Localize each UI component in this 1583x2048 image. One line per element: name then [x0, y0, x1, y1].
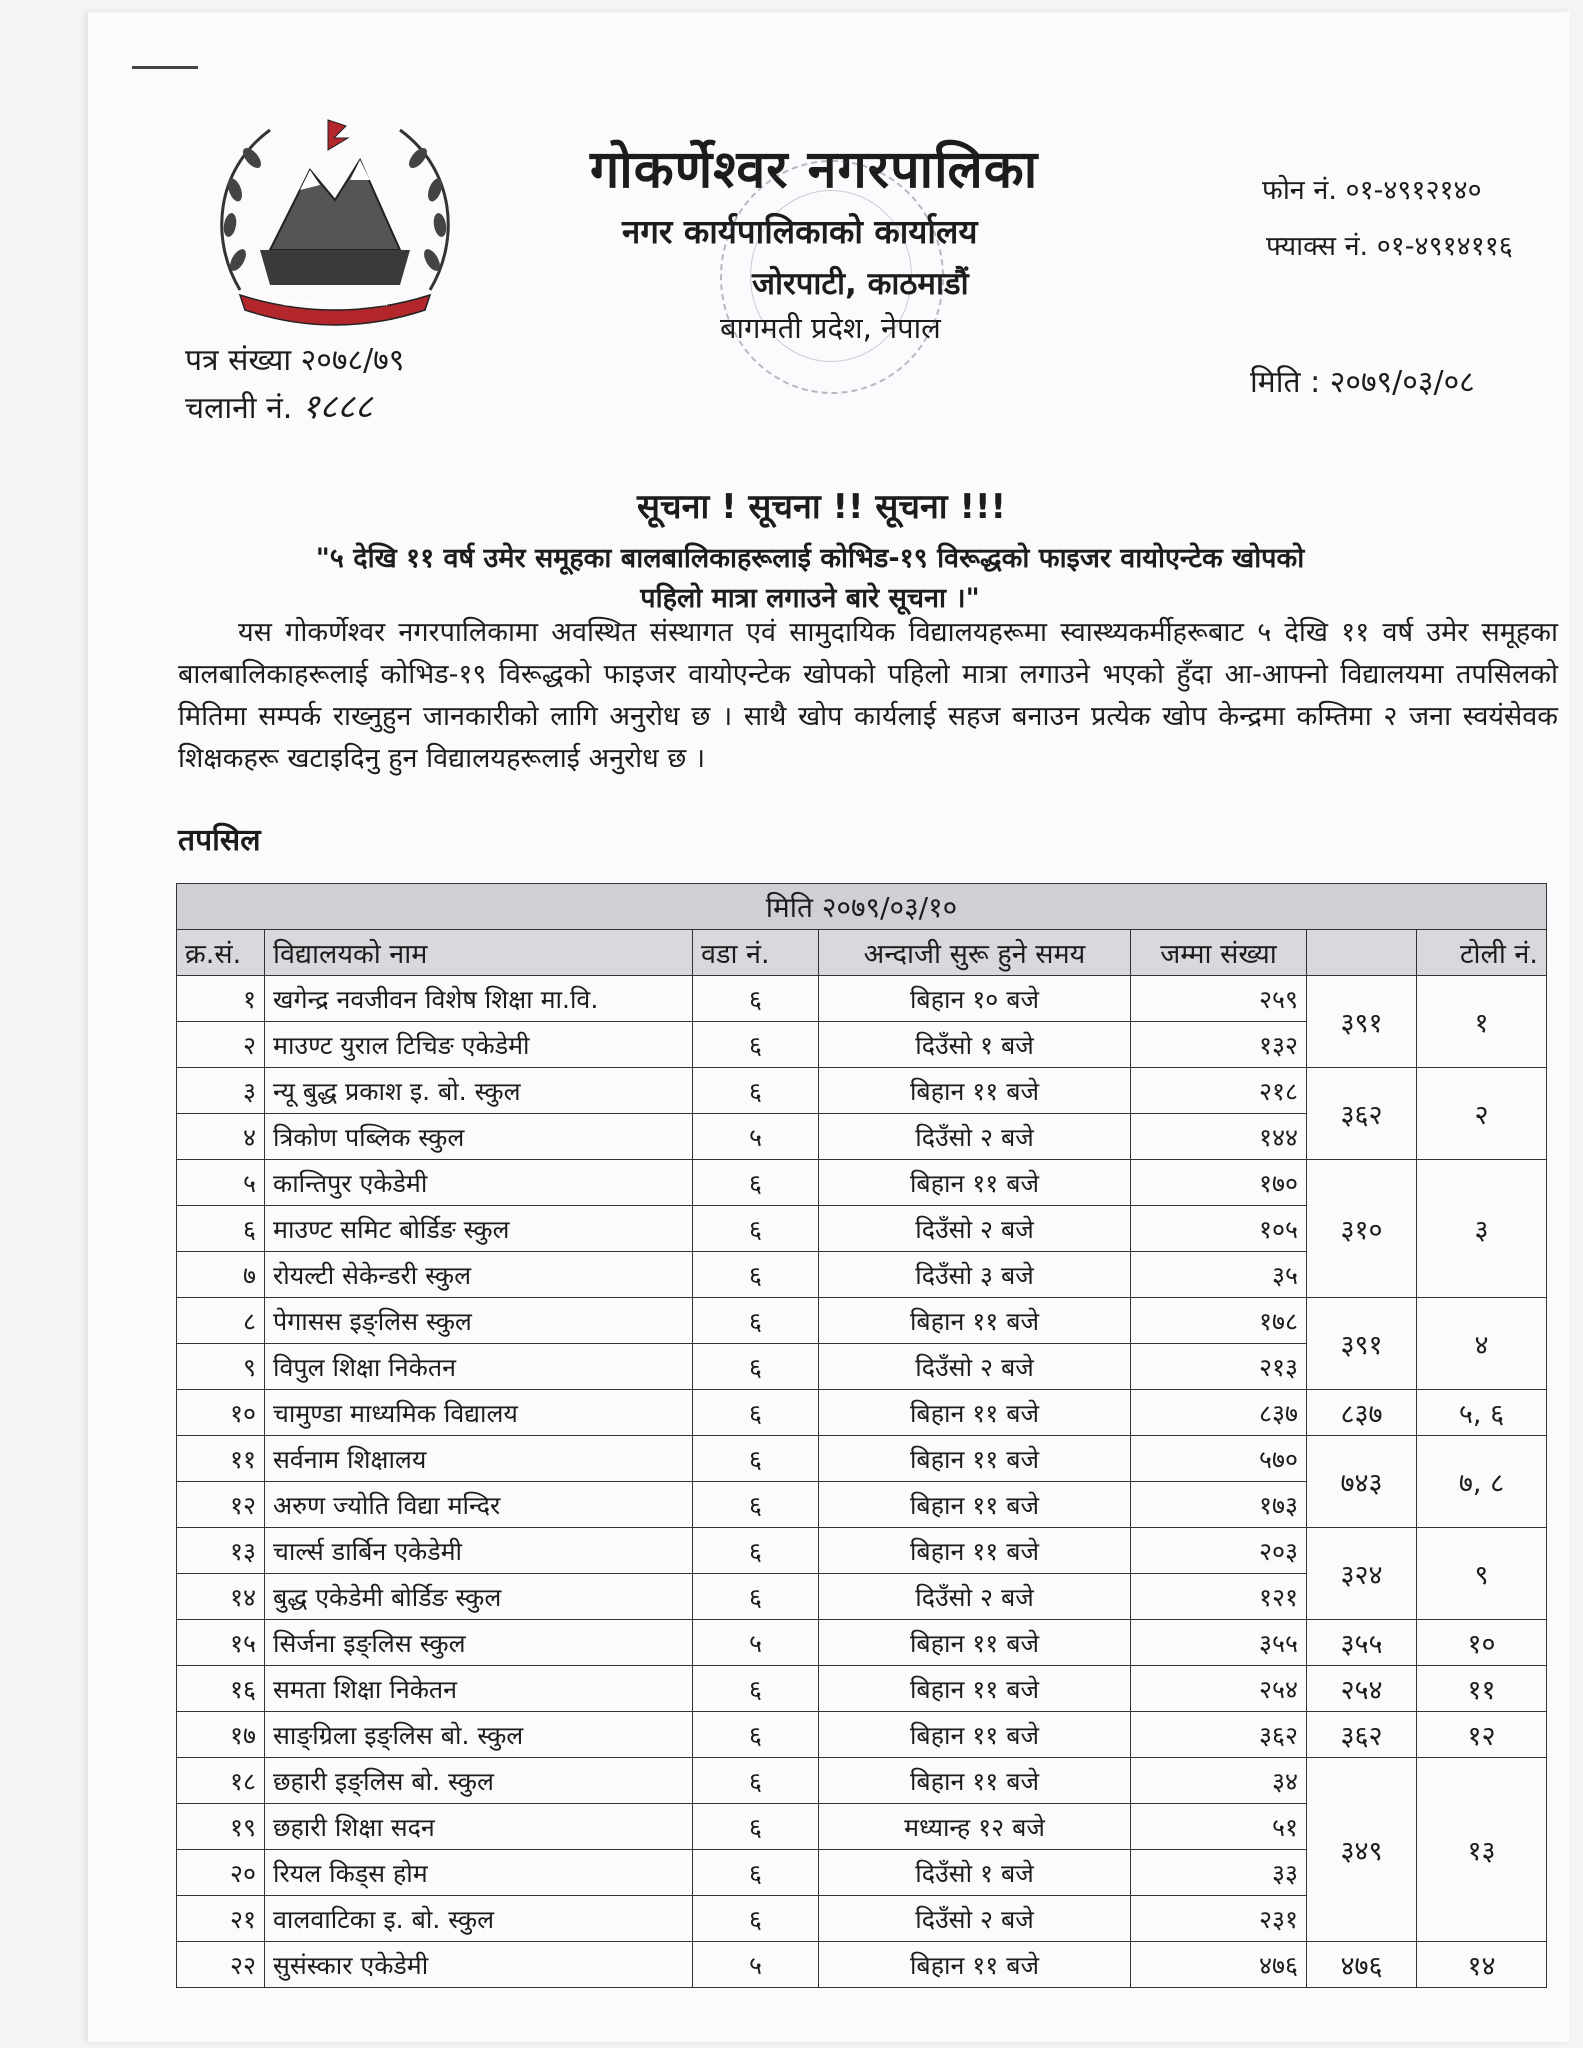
notice-body: यस गोकर्णेश्वर नगरपालिकामा अवस्थित संस्थागत एवं सामुदायिक विद्यालयहरूमा स्वास्थ्यकर्मीहरूबाट ५ देखि ११ वर्ष उमेर समूहका बालबालिकाहरूलाई कोभिड-१९ विरूद्धको फाइजर वायोएन्टेक खोपको पहिलो मात्रा लगाउने भएको हुँदा आ-आफ्नो विद्यालयमा तपसिलको मितिमा सम्पर्क राख्नुहुन जानकारीको लागि अनुरोध छ । साथै खोप कार्यलाई सहज बनाउन प्रत्येक खोप केन्द्रमा कम्तिमा २ जना स्वयंसेवक शिक्षकहरू खटाइदिनु हुन विद्यालयहरूलाई अनुरोध छ ।: [178, 617, 1558, 774]
start-time-cell: दिउँसो २ बजे: [819, 1896, 1131, 1942]
total-cell: ३३: [1131, 1850, 1307, 1896]
serial-cell: २२: [177, 1942, 265, 1988]
group-total-cell: ७४३: [1307, 1436, 1417, 1528]
serial-cell: १६: [177, 1666, 265, 1712]
school-name-cell: रोयल्टी सेकेन्डरी स्कुल: [265, 1252, 693, 1298]
group-total-cell: ३४९: [1307, 1758, 1417, 1942]
group-total-cell: ३९१: [1307, 1298, 1417, 1390]
serial-cell: १: [177, 976, 265, 1022]
ward-cell: ६: [693, 1804, 819, 1850]
team-number-cell: १३: [1417, 1758, 1547, 1942]
team-number-cell: १४: [1417, 1942, 1547, 1988]
table-row: [177, 1528, 1547, 1574]
ward-cell: ६: [693, 1574, 819, 1620]
start-time-cell: बिहान ११ बजे: [819, 1068, 1131, 1114]
header-ward: वडा नं.: [693, 930, 819, 976]
school-name-cell: सर्वनाम शिक्षालय: [265, 1436, 693, 1482]
notice-title: सूचना ! सूचना !! सूचना !!!: [637, 487, 1006, 527]
serial-cell: १५: [177, 1620, 265, 1666]
total-cell: २१३: [1131, 1344, 1307, 1390]
total-cell: ८३७: [1131, 1390, 1307, 1436]
serial-cell: ६: [177, 1206, 265, 1252]
ward-cell: ६: [693, 1712, 819, 1758]
ward-cell: ६: [693, 1850, 819, 1896]
total-cell: ३५५: [1131, 1620, 1307, 1666]
office-location: जोरपाटी, काठमाडौं: [752, 266, 969, 302]
school-name-cell: विपुल शिक्षा निकेतन: [265, 1344, 693, 1390]
official-stamp-inner: [750, 190, 912, 362]
table-row: [177, 1942, 1547, 1988]
group-total-cell: ३६२: [1307, 1712, 1417, 1758]
start-time-cell: बिहान ११ बजे: [819, 1160, 1131, 1206]
school-name-cell: पेगासस इङ्लिस स्कुल: [265, 1298, 693, 1344]
province: बागमती प्रदेश, नेपाल: [720, 311, 941, 345]
start-time-cell: दिउँसो २ बजे: [819, 1206, 1131, 1252]
school-name-cell: छहारी इङ्लिस बो. स्कुल: [265, 1758, 693, 1804]
school-name-cell: रियल किड्स होम: [265, 1850, 693, 1896]
start-time-cell: दिउँसो ३ बजे: [819, 1252, 1131, 1298]
dispatch-number: [185, 382, 373, 428]
start-time-cell: दिउँसो २ बजे: [819, 1114, 1131, 1160]
notice-subtitle-line1: "५ देखि ११ वर्ष उमेर समूहका बालबालिकाहरूलाई कोभिड-१९ विरूद्धको फाइजर वायोएन्टेक खोपको: [315, 543, 1305, 574]
total-cell: २५४: [1131, 1666, 1307, 1712]
total-cell: १०५: [1131, 1206, 1307, 1252]
ward-cell: ६: [693, 1666, 819, 1712]
table-row: [177, 1712, 1547, 1758]
ward-cell: ६: [693, 1022, 819, 1068]
serial-cell: १८: [177, 1758, 265, 1804]
school-name-cell: चामुण्डा माध्यमिक विद्यालय: [265, 1390, 693, 1436]
total-cell: २३१: [1131, 1896, 1307, 1942]
ward-cell: ६: [693, 1160, 819, 1206]
dispatch-number-label: चलानी नं.: [185, 391, 293, 426]
total-cell: १३२: [1131, 1022, 1307, 1068]
table-row: [177, 1666, 1547, 1712]
start-time-cell: बिहान ११ बजे: [819, 1390, 1131, 1436]
ward-cell: ६: [693, 1528, 819, 1574]
total-cell: ३४: [1131, 1758, 1307, 1804]
total-cell: ५७०: [1131, 1436, 1307, 1482]
start-time-cell: बिहान ११ बजे: [819, 1942, 1131, 1988]
total-cell: २५९: [1131, 976, 1307, 1022]
serial-cell: ७: [177, 1252, 265, 1298]
serial-cell: १४: [177, 1574, 265, 1620]
table-row: [177, 1068, 1547, 1114]
total-cell: २०३: [1131, 1528, 1307, 1574]
start-time-cell: बिहान ११ बजे: [819, 1298, 1131, 1344]
letter-date: मिति : २०७९/०३/०८: [1250, 365, 1475, 400]
phone-number: फोन नं. ०१-४९१२१४०: [1262, 175, 1482, 206]
start-time-cell: दिउँसो १ बजे: [819, 1850, 1131, 1896]
serial-cell: १९: [177, 1804, 265, 1850]
team-number-cell: २: [1417, 1068, 1547, 1160]
start-time-cell: दिउँसो १ बजे: [819, 1022, 1131, 1068]
school-name-cell: सुसंस्कार एकेडेमी: [265, 1942, 693, 1988]
ward-cell: ६: [693, 1252, 819, 1298]
start-time-cell: दिउँसो २ बजे: [819, 1344, 1131, 1390]
ward-cell: ६: [693, 1068, 819, 1114]
team-number-cell: १०: [1417, 1620, 1547, 1666]
group-total-cell: ८३७: [1307, 1390, 1417, 1436]
header-group-total: [1307, 930, 1417, 976]
start-time-cell: बिहान ११ बजे: [819, 1620, 1131, 1666]
group-total-cell: ३६२: [1307, 1068, 1417, 1160]
notice-subtitle-line2: पहिलो मात्रा लगाउने बारे सूचना ।": [640, 583, 980, 614]
team-number-cell: ७, ८: [1417, 1436, 1547, 1528]
office-name: नगर कार्यपालिकाको कार्यालय: [622, 212, 978, 251]
serial-cell: १२: [177, 1482, 265, 1528]
school-name-cell: साङ्ग्रिला इङ्लिस बो. स्कुल: [265, 1712, 693, 1758]
serial-cell: ११: [177, 1436, 265, 1482]
ward-cell: ६: [693, 1758, 819, 1804]
header-team: टोली नं.: [1417, 930, 1547, 976]
school-name-cell: बुद्ध एकेडेमी बोर्डिङ स्कुल: [265, 1574, 693, 1620]
table-row: [177, 1436, 1547, 1482]
group-total-cell: ४७६: [1307, 1942, 1417, 1988]
ward-cell: ६: [693, 1344, 819, 1390]
table-row: [177, 976, 1547, 1022]
serial-cell: २: [177, 1022, 265, 1068]
ward-cell: ६: [693, 1896, 819, 1942]
header-serial: क्र.सं.: [177, 930, 265, 976]
school-name-cell: चार्ल्स डार्बिन एकेडेमी: [265, 1528, 693, 1574]
table-row: [177, 1298, 1547, 1344]
start-time-cell: दिउँसो २ बजे: [819, 1574, 1131, 1620]
nepal-emblem-icon: [200, 100, 470, 330]
header-total: जम्मा संख्या: [1131, 930, 1307, 976]
ward-cell: ६: [693, 1206, 819, 1252]
serial-cell: २०: [177, 1850, 265, 1896]
table-row: [177, 1390, 1547, 1436]
serial-cell: २१: [177, 1896, 265, 1942]
start-time-cell: बिहान १० बजे: [819, 976, 1131, 1022]
total-cell: १७०: [1131, 1160, 1307, 1206]
school-name-cell: अरुण ज्योति विद्या मन्दिर: [265, 1482, 693, 1528]
school-name-cell: माउण्ट समिट बोर्डिङ स्कुल: [265, 1206, 693, 1252]
team-number-cell: १: [1417, 976, 1547, 1068]
school-name-cell: खगेन्द्र नवजीवन विशेष शिक्षा मा.वि.: [265, 976, 693, 1022]
margin-mark: [132, 66, 198, 69]
school-name-cell: न्यू बुद्ध प्रकाश इ. बो. स्कुल: [265, 1068, 693, 1114]
start-time-cell: बिहान ११ बजे: [819, 1758, 1131, 1804]
total-cell: २१८: [1131, 1068, 1307, 1114]
start-time-cell: बिहान ११ बजे: [819, 1436, 1131, 1482]
team-number-cell: ११: [1417, 1666, 1547, 1712]
group-total-cell: २५४: [1307, 1666, 1417, 1712]
ward-cell: ६: [693, 1436, 819, 1482]
group-total-cell: ३९१: [1307, 976, 1417, 1068]
school-name-cell: कान्तिपुर एकेडेमी: [265, 1160, 693, 1206]
total-cell: १२१: [1131, 1574, 1307, 1620]
ward-cell: ५: [693, 1620, 819, 1666]
ward-cell: ६: [693, 976, 819, 1022]
tapasil-heading: तपसिल: [178, 823, 261, 858]
team-number-cell: ५, ६: [1417, 1390, 1547, 1436]
serial-cell: ४: [177, 1114, 265, 1160]
serial-cell: ५: [177, 1160, 265, 1206]
total-cell: ४७६: [1131, 1942, 1307, 1988]
total-cell: १७८: [1131, 1298, 1307, 1344]
table-row: [177, 1160, 1547, 1206]
serial-cell: ८: [177, 1298, 265, 1344]
org-name: गोकर्णेश्वर नगरपालिका: [590, 140, 1039, 200]
vaccination-schedule-table: [176, 883, 1547, 1988]
team-number-cell: ३: [1417, 1160, 1547, 1298]
dispatch-number-value: १८८८: [301, 387, 373, 427]
total-cell: ३६२: [1131, 1712, 1307, 1758]
emblem-motto: जननी जन्मभूमिश्च स्वर्गादपि गरीयसी: [282, 299, 388, 308]
start-time-cell: मध्यान्ह १२ बजे: [819, 1804, 1131, 1850]
ward-cell: ६: [693, 1298, 819, 1344]
school-name-cell: समता शिक्षा निकेतन: [265, 1666, 693, 1712]
serial-cell: १०: [177, 1390, 265, 1436]
team-number-cell: १२: [1417, 1712, 1547, 1758]
start-time-cell: बिहान ११ बजे: [819, 1482, 1131, 1528]
start-time-cell: बिहान ११ बजे: [819, 1528, 1131, 1574]
total-cell: १४४: [1131, 1114, 1307, 1160]
start-time-cell: बिहान ११ बजे: [819, 1666, 1131, 1712]
team-number-cell: ४: [1417, 1298, 1547, 1390]
ward-cell: ६: [693, 1390, 819, 1436]
ward-cell: ५: [693, 1114, 819, 1160]
group-total-cell: ३५५: [1307, 1620, 1417, 1666]
school-name-cell: सिर्जना इङ्लिस स्कुल: [265, 1620, 693, 1666]
group-total-cell: ३१०: [1307, 1160, 1417, 1298]
letter-number: पत्र संख्या २०७८/७९: [185, 343, 405, 378]
serial-cell: १७: [177, 1712, 265, 1758]
fax-number: फ्याक्स नं. ०१-४९१४११६: [1266, 231, 1513, 262]
schedule-date: मिति २०७९/०३/१०: [177, 884, 1547, 930]
group-total-cell: ३२४: [1307, 1528, 1417, 1620]
start-time-cell: बिहान ११ बजे: [819, 1712, 1131, 1758]
school-name-cell: त्रिकोण पब्लिक स्कुल: [265, 1114, 693, 1160]
serial-cell: १३: [177, 1528, 265, 1574]
schedule-body: [177, 976, 1547, 1988]
ward-cell: ५: [693, 1942, 819, 1988]
total-cell: ३५: [1131, 1252, 1307, 1298]
total-cell: ५१: [1131, 1804, 1307, 1850]
serial-cell: ३: [177, 1068, 265, 1114]
header-school-name: विद्यालयको नाम: [265, 930, 693, 976]
table-row: [177, 1758, 1547, 1804]
total-cell: १७३: [1131, 1482, 1307, 1528]
ward-cell: ६: [693, 1482, 819, 1528]
serial-cell: ९: [177, 1344, 265, 1390]
school-name-cell: वालवाटिका इ. बो. स्कुल: [265, 1896, 693, 1942]
school-name-cell: माउण्ट युराल टिचिङ एकेडेमी: [265, 1022, 693, 1068]
table-row: [177, 1620, 1547, 1666]
team-number-cell: ९: [1417, 1528, 1547, 1620]
school-name-cell: छहारी शिक्षा सदन: [265, 1804, 693, 1850]
header-start-time: अन्दाजी सुरू हुने समय: [819, 930, 1131, 976]
